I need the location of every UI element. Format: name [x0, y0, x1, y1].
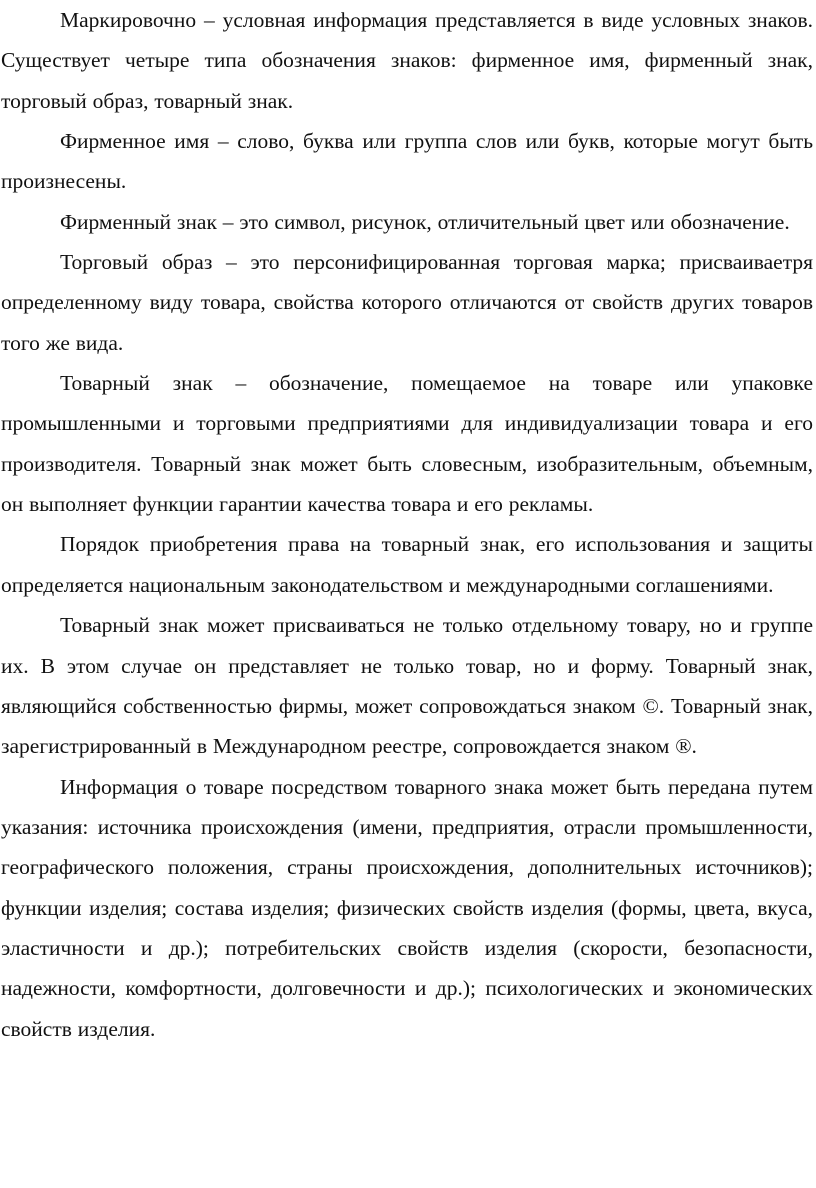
paragraph-brand-mark: Фирменный знак – это символ, рисунок, отличительный цвет или обозначение. [60, 209, 790, 234]
paragraph-trademark-symbols: Товарный знак может присваиваться не только отдельному товару, но и группе их. В этом случае он представляет не только товар, но и форму. Товарный знак, являющийся собственностью фирмы, может сопровождаться знаком ©. Товарный знак, зарегистрированный в Международном реестре, сопровождается знаком ®. [1, 613, 813, 759]
paragraph-marking-definition: Маркировочно – условная информация представляется в виде условных знаков. Существует четыре типа обозначения знаков: фирменное имя, фирменный знак, торговый образ, товарный знак. [1, 8, 813, 113]
paragraph-trademark-information: Информация о товаре посредством товарного знака может быть передана путем указания: источника происхождения (имени, предприятия, отрасли промышленности, географического положения, страны происхождения, дополнительных источников); функции изделия; состава изделия; физических свойств изделия (формы, цвета, вкуса, эластичности и др.); потребительских свойств изделия (скорости, безопасности, надежности, комфортности, долговечности и др.); психологических и экономических свойств изделия. [1, 774, 813, 1041]
paragraph-brand-name: Фирменное имя – слово, буква или группа слов или букв, которые могут быть произнесены. [1, 129, 813, 194]
document-page [1, 0, 813, 1049]
paragraph-trade-image: Торговый образ – это персонифицированная торговая марка; присваиваетря определенному виду товара, свойства которого отличаются от свойств других товаров того же вида. [1, 250, 813, 355]
paragraph-trademark-rights: Порядок приобретения права на товарный знак, его использования и защиты определяется национальным законодательством и международными соглашениями. [1, 532, 813, 597]
paragraph-trademark: Товарный знак – обозначение, помещаемое на товаре или упаковке промышленными и торговыми предприятиями для индивидуализации товара и его производителя. Товарный знак может быть словесным, изобразительным, объемным, он выполняет функции гарантии качества товара и его рекламы. [1, 371, 813, 517]
